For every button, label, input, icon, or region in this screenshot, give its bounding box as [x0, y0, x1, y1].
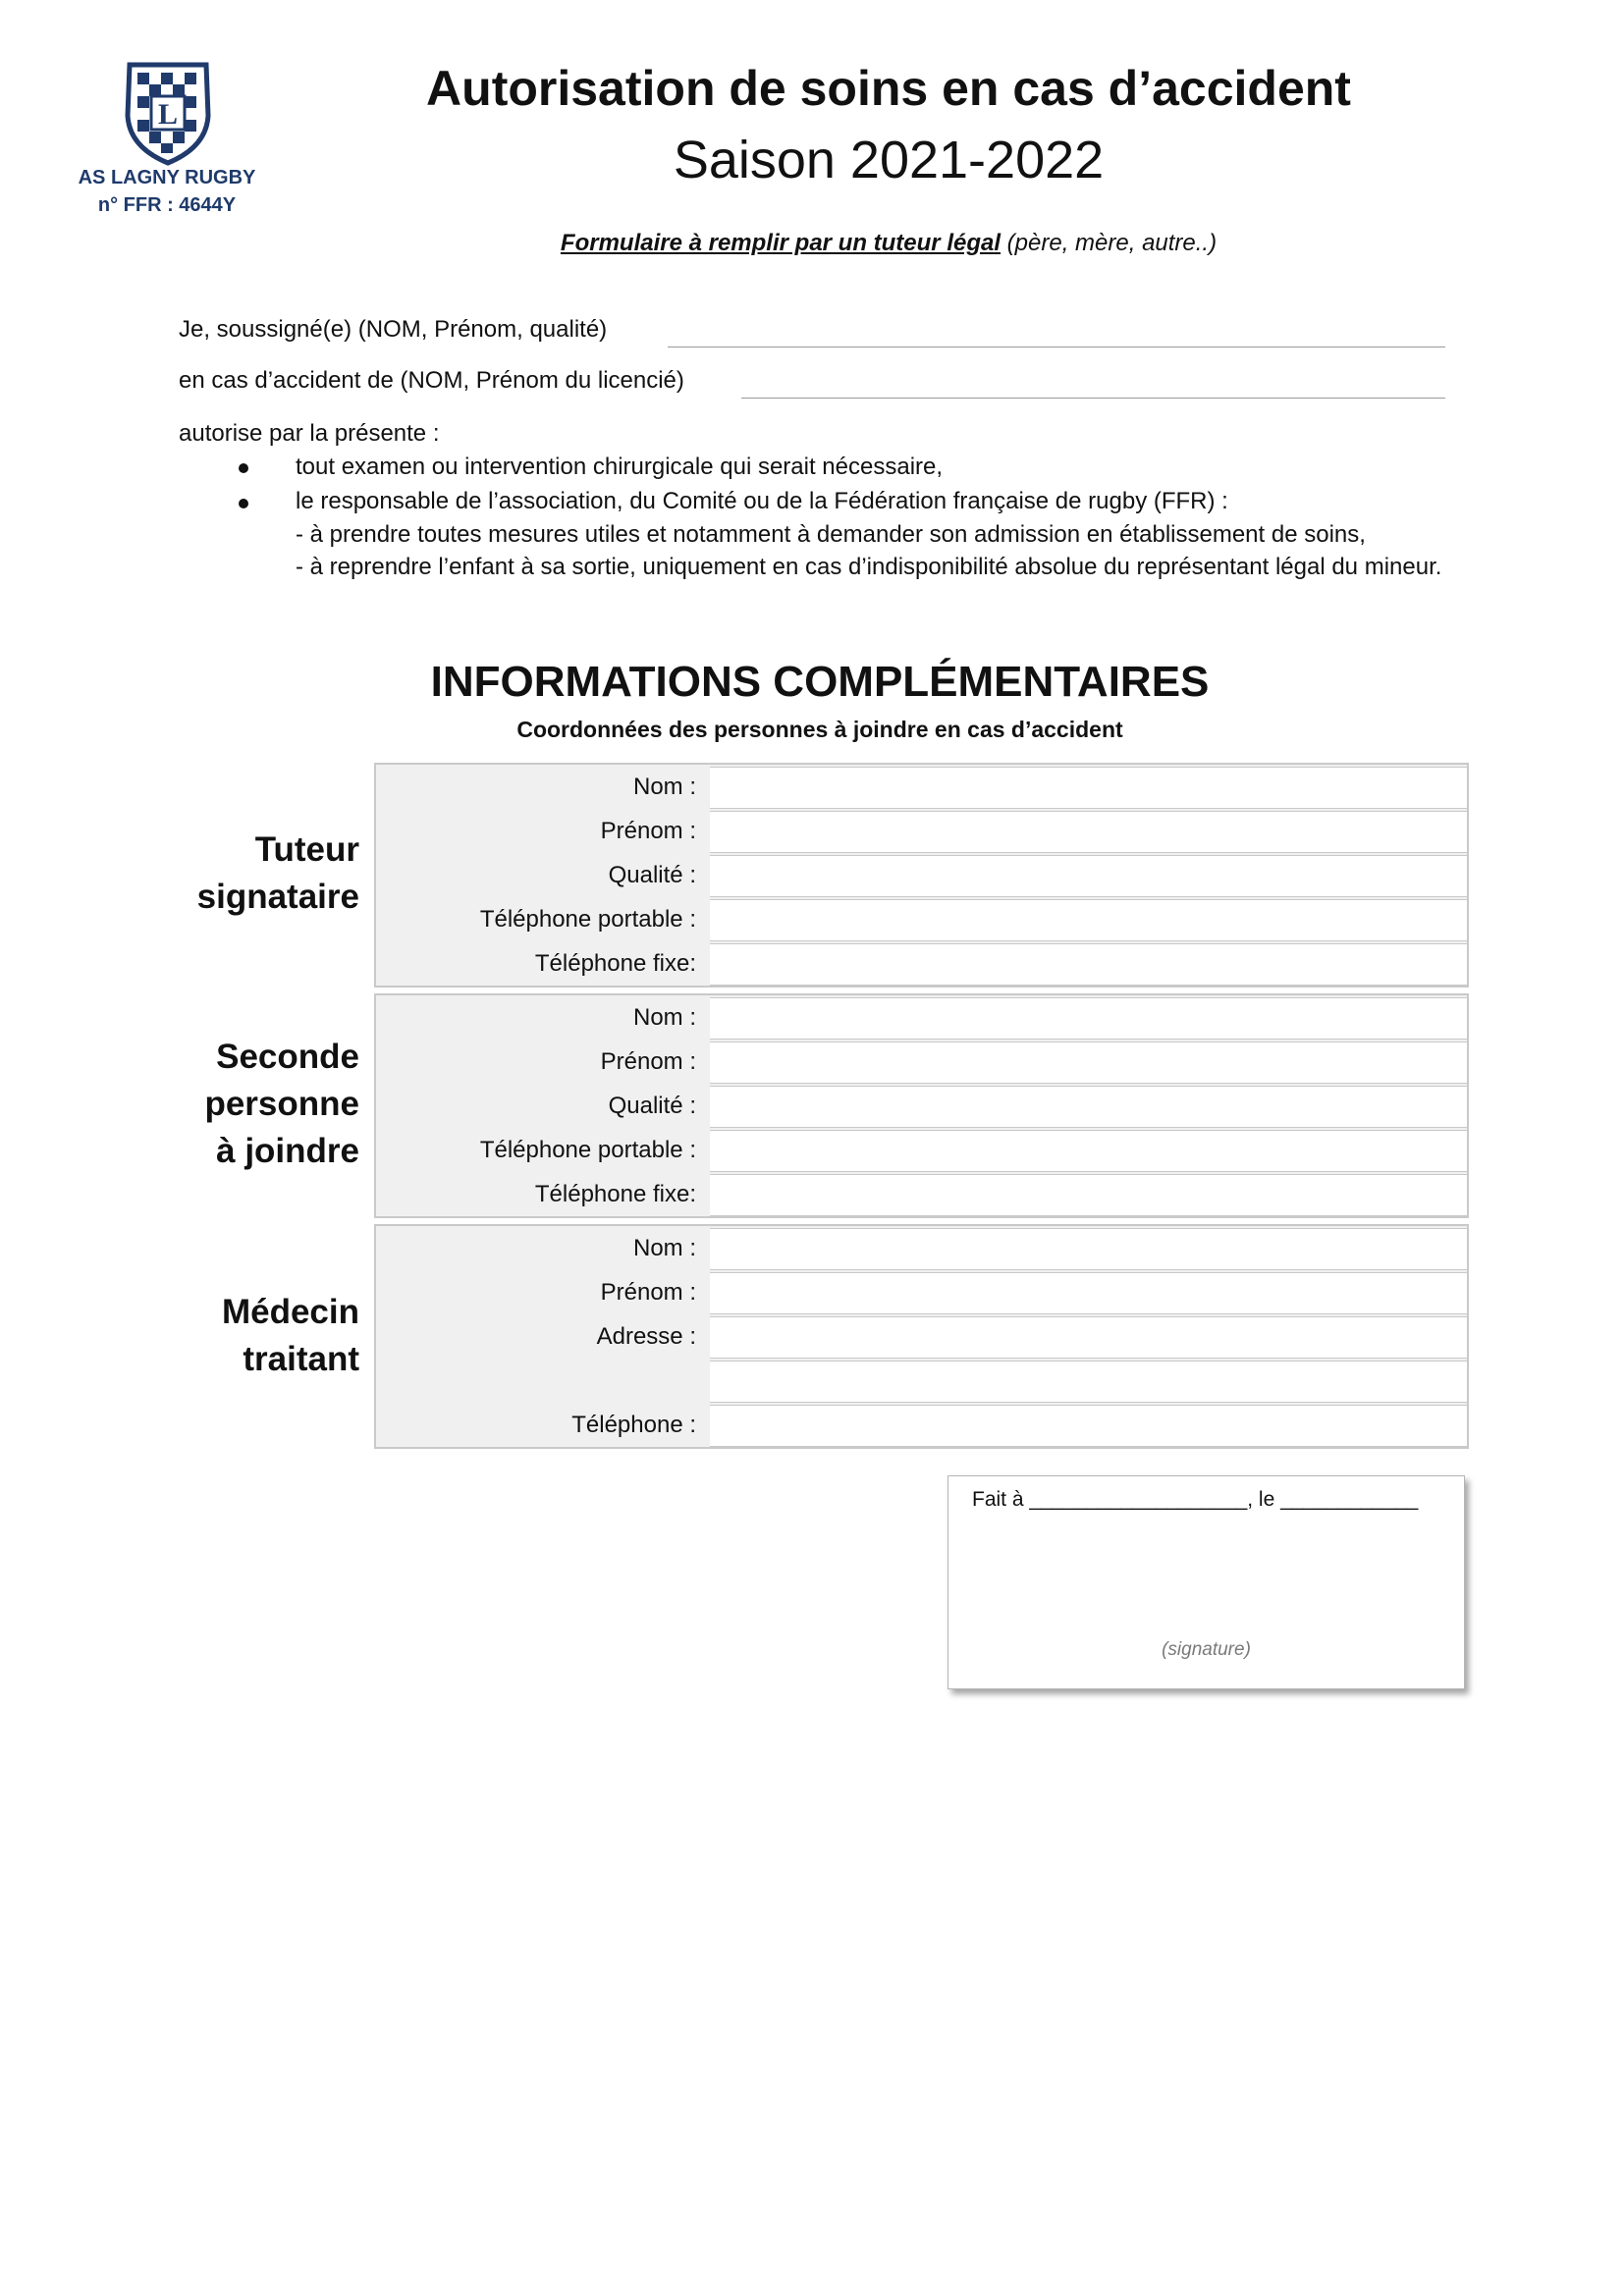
field-label: Téléphone : — [571, 1412, 696, 1438]
accident-of-label: en cas d’accident de (NOM, Prénom du licencié) — [179, 367, 684, 394]
group-title-line: traitant — [243, 1340, 359, 1378]
group-title-second-contact — [204, 1034, 359, 1175]
field-label: Prénom : — [600, 818, 696, 844]
form-row — [376, 1359, 1467, 1403]
authorization-subitem-1: - à prendre toutes mesures utiles et notamment à demander son admission en établissement de soins, — [296, 521, 1366, 548]
form-row — [376, 1226, 1467, 1270]
authorization-item-2: le responsable de l’association, du Comité ou de la Fédération française de rugby (FFR) : — [296, 488, 1228, 514]
authorization-subitem-2: - à reprendre l’enfant à sa sortie, uniquement en cas d’indisponibilité absolue du représentant légal du mineur. — [296, 554, 1442, 580]
field-label: Nom : — [632, 1004, 696, 1031]
field-label: Nom : — [632, 1235, 696, 1261]
tutor-landline-input[interactable] — [710, 943, 1467, 986]
section-title: INFORMATIONS COMPLÉMENTAIRES — [430, 658, 1210, 706]
field-label: Téléphone portable : — [479, 1137, 696, 1163]
form-instruction — [295, 230, 1483, 257]
group-title-tutor — [197, 827, 359, 921]
field-label: Téléphone portable : — [479, 906, 696, 933]
doctor-nom-input[interactable] — [710, 1228, 1467, 1270]
field-label: Adresse : — [596, 1323, 696, 1350]
field-label: Téléphone fixe: — [534, 1181, 696, 1207]
tutor-table — [374, 763, 1469, 988]
second-mobile-input[interactable] — [710, 1130, 1467, 1172]
bullet-icon — [239, 499, 248, 508]
field-label: Prénom : — [600, 1048, 696, 1075]
form-instruction-emphasis: Formulaire à remplir par un tuteur légal — [560, 230, 1001, 256]
field-label: Prénom : — [600, 1279, 696, 1306]
tutor-mobile-input[interactable] — [710, 899, 1467, 941]
group-title-line: Médecin — [221, 1293, 359, 1331]
form-row — [376, 897, 1467, 941]
form-row — [376, 1084, 1467, 1128]
doctor-prenom-input[interactable] — [710, 1272, 1467, 1314]
form-row — [376, 941, 1467, 986]
doctor-address-input[interactable] — [710, 1316, 1467, 1359]
club-ffr-number: n° FFR : 4644Y — [97, 194, 237, 216]
field-label: Nom : — [632, 774, 696, 800]
group-title-line: signataire — [196, 878, 359, 916]
group-title-line: Seconde — [216, 1038, 359, 1076]
club-logo — [120, 57, 216, 167]
group-title-line: personne — [204, 1085, 359, 1123]
group-title-doctor — [222, 1289, 359, 1383]
second-contact-table — [374, 993, 1469, 1218]
season-title: Saison 2021-2022 — [673, 131, 1105, 189]
authorize-label: autorise par la présente : — [179, 420, 440, 447]
doctor-address-line2-input[interactable] — [710, 1361, 1467, 1403]
place-date-line: Fait à ___________________, le ____________ — [972, 1488, 1419, 1511]
doctor-table — [374, 1224, 1469, 1449]
section-subtitle: Coordonnées des personnes à joindre en cas d’accident — [516, 717, 1123, 742]
signature-box[interactable] — [947, 1475, 1465, 1689]
form-row — [376, 853, 1467, 897]
second-qualite-input[interactable] — [710, 1086, 1467, 1128]
tutor-qualite-input[interactable] — [710, 855, 1467, 897]
group-title-line: à joindre — [216, 1132, 359, 1170]
form-row — [376, 1040, 1467, 1084]
doctor-phone-input[interactable] — [710, 1405, 1467, 1447]
form-row — [376, 1403, 1467, 1447]
form-row — [376, 995, 1467, 1040]
field-label: Téléphone fixe: — [534, 950, 696, 977]
field-label: Qualité : — [608, 1093, 696, 1119]
form-row — [376, 1128, 1467, 1172]
tutor-nom-input[interactable] — [710, 767, 1467, 809]
field-label: Qualité : — [608, 862, 696, 888]
svg-text:L: L — [157, 98, 179, 131]
authorization-item-1: tout examen ou intervention chirurgicale qui serait nécessaire, — [296, 454, 944, 480]
form-instruction-rest: (père, mère, autre..) — [1001, 230, 1218, 256]
tutor-prenom-input[interactable] — [710, 811, 1467, 853]
second-prenom-input[interactable] — [710, 1041, 1467, 1084]
signature-label: (signature) — [1162, 1639, 1251, 1660]
form-row — [376, 1172, 1467, 1216]
second-nom-input[interactable] — [710, 997, 1467, 1040]
page-title: Autorisation de soins en cas d’accident — [426, 61, 1351, 116]
group-title-line: Tuteur — [254, 830, 359, 869]
licensee-field[interactable] — [741, 398, 1445, 399]
form-row — [376, 765, 1467, 809]
undersigned-label: Je, soussigné(e) (NOM, Prénom, qualité) — [179, 316, 608, 343]
form-row — [376, 809, 1467, 853]
form-row — [376, 1314, 1467, 1359]
form-row — [376, 1270, 1467, 1314]
second-landline-input[interactable] — [710, 1174, 1467, 1216]
bullet-icon — [239, 463, 248, 473]
club-name: AS LAGNY RUGBY — [78, 167, 256, 188]
